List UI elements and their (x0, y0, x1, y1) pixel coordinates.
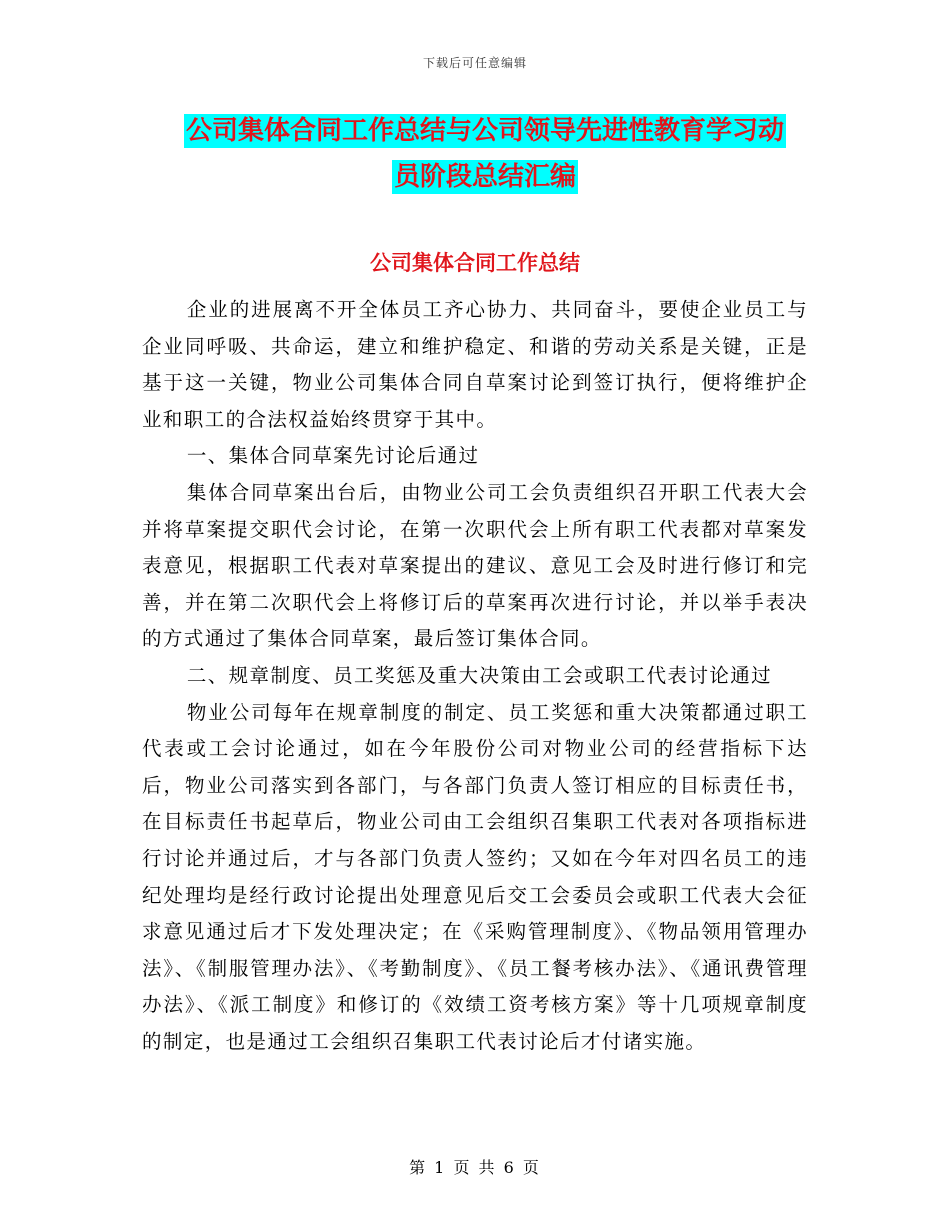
document-title (140, 108, 830, 200)
section-title: 公司集体合同工作总结 (370, 251, 580, 275)
subheading: 二、规章制度、员工奖惩及重大决策由工会或职工代表讨论通过 (186, 663, 773, 687)
paragraph: 物业公司每年在规章制度的制定、员工奖惩和重大决策都通过职工代表或工会讨论通过，如在今年股份公司对物业公司的经营指标下达后，物业公司落实到各部门，与各部门负责人签订相应的目标责任书，在目标责任书起草后，物业公司由工会组织召集职工代表对各项指标进行讨论并通过后，才与各部门负责人签约；又如在今年对四名员工的违纪处理均是经行政讨论提出处理意见后交工会委员会或职工代表大会征求意见通过后才下发处理决定；在《采购管理制度》、《物品领用管理办法》、《制服管理办法》、《考勤制度》、《员工餐考核办法》、《通讯费管理办法》、《派工制度》和修订的《效绩工资考核方案》等十几项规章制度的制定，也是通过工会组织召集职工代表讨论后才付诸实施。 (142, 700, 808, 1053)
subheading: 一、集体合同草案先讨论后通过 (186, 444, 480, 468)
document-body (142, 292, 808, 1060)
page-number: 第 1 页 共 6 页 (409, 1158, 541, 1177)
paragraph: 企业的进展离不开全体员工齐心协力、共同奋斗，要使企业员工与企业同呼吸、共命运，建立和维护稳定、和谐的劳动关系是关键，正是基于这一关键，物业公司集体合同自草案讨论到签订执行，便将维护企业和职工的合法权益始终贯穿于其中。 (142, 298, 808, 431)
document-title-line2: 员阶段总结汇编 (393, 162, 576, 192)
paragraph: 集体合同草案出台后，由物业公司工会负责组织召开职工代表大会并将草案提交职代会讨论，在第一次职代会上所有职工代表都对草案发表意见，根据职工代表对草案提出的建议、意见工会及时进行修订和完善，并在第二次职代会上将修订后的草案再次进行讨论，并以举手表决的方式通过了集体合同草案，最后签订集体合同。 (142, 480, 808, 651)
header-note: 下载后可任意编辑 (422, 56, 527, 70)
document-title-line1: 公司集体合同工作总结与公司领导先进性教育学习动 (185, 116, 784, 146)
